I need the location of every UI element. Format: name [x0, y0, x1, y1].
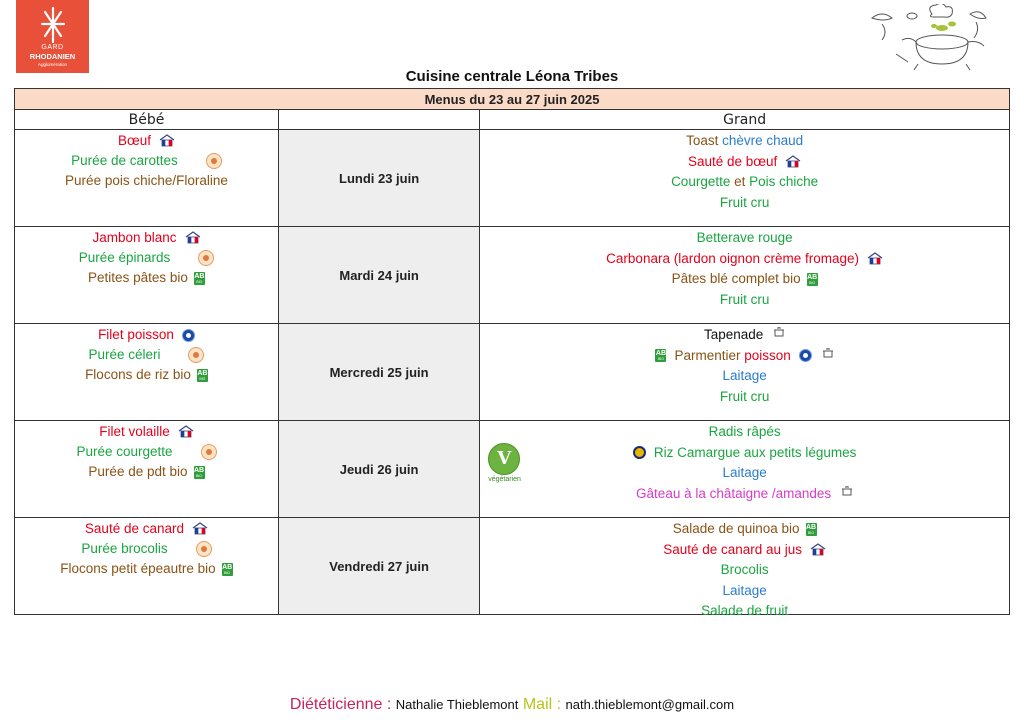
grand-menu-item [480, 423, 1009, 441]
grand-menu-cell [480, 518, 1010, 618]
ab-bio-icon: AB BIO [193, 466, 205, 478]
grand-menu-item [480, 132, 1009, 150]
dish-name-part: Laitage [722, 582, 767, 598]
grand-menu-cell [480, 324, 1010, 421]
dish-name-part: Tapenade [703, 327, 764, 342]
dish-name-part: Pois chiche [749, 174, 819, 189]
grand-menu-item [480, 229, 1009, 247]
bbc-icon [178, 425, 194, 439]
baby-menu-item [15, 132, 278, 150]
grand-menu-item [480, 270, 1009, 288]
baby-menu-item [15, 326, 278, 344]
dish-name: Flocons de riz bio [85, 367, 191, 382]
leaf-v-icon: V [488, 443, 520, 475]
grand-menu-cell [480, 130, 1010, 227]
day-row [15, 518, 1010, 615]
grand-menu-item [480, 444, 1009, 462]
dish-name-part: Salade de quinoa bio [672, 521, 800, 536]
column-header-baby: Bébé [15, 110, 279, 130]
dish-name-part: Brocolis [720, 562, 769, 577]
baby-menu-item [15, 560, 278, 578]
bbc-icon [867, 252, 883, 266]
baby-menu-cell [15, 227, 279, 324]
dish-name: Flocons petit épeautre bio [60, 561, 216, 576]
grand-menu-cell [480, 227, 1010, 324]
dish-name-part: Riz Camargue aux petits légumes [653, 444, 857, 460]
dish-name: Purée brocolis [81, 541, 168, 556]
dish-name-part: Carbonara (lardon oignon crème fromage) [606, 250, 860, 266]
bbc-icon [159, 134, 175, 148]
grand-menu-item [480, 388, 1009, 406]
dish-name-part: Laitage [722, 368, 767, 383]
menu-table [14, 88, 1010, 618]
grand-menu-item [480, 326, 1009, 344]
baby-menu-item [15, 443, 278, 461]
msc-fish-icon [799, 349, 812, 362]
utensils-icon [40, 6, 66, 44]
fait-maison-icon [198, 250, 214, 266]
msc-fish-icon [182, 329, 195, 342]
column-header-row [15, 110, 1010, 130]
baby-menu-item [15, 346, 278, 364]
baby-menu-item [15, 540, 278, 558]
dish-name: Purée de carottes [71, 153, 178, 168]
dietitian-name: Nathalie Thieblemont [395, 697, 519, 712]
fait-maison-icon [188, 347, 204, 363]
baby-menu-item [15, 366, 278, 384]
dish-name-part: Courgette [671, 174, 731, 189]
dish-name-part: chèvre chaud [722, 133, 804, 148]
grand-menu-item [480, 582, 1009, 600]
footer-contact [0, 696, 1024, 714]
grand-menu-item [480, 291, 1009, 309]
baby-menu-cell [15, 421, 279, 518]
ab-bio-icon: AB BIO [655, 350, 667, 362]
grand-menu-item [480, 250, 1009, 268]
grand-menu-item [480, 602, 1009, 620]
day-row [15, 130, 1010, 227]
ab-bio-icon: AB BIO [197, 369, 208, 381]
day-row [15, 324, 1010, 421]
bbc-icon [810, 543, 826, 557]
grand-menu-item [480, 561, 1009, 579]
dish-name: Sauté de canard [84, 521, 184, 536]
dietitian-email: nath.thieblemont@gmail.com [565, 697, 735, 712]
grand-menu-item [480, 367, 1009, 385]
dish-name-part: et [730, 174, 750, 189]
dish-name-part: Radis râpés [708, 424, 781, 439]
grand-menu-cell [480, 421, 1010, 518]
fait-maison-pot-icon [822, 347, 834, 365]
baby-menu-item [15, 152, 278, 170]
bbc-icon [192, 522, 208, 536]
dish-name: Purée courgette [76, 444, 173, 459]
column-header-day [278, 110, 479, 130]
grand-menu-item [480, 153, 1009, 171]
fait-maison-pot-icon [773, 326, 785, 344]
fait-maison-pot-icon [841, 485, 853, 503]
day-label: Mardi 24 juin [278, 227, 479, 324]
day-label: Jeudi 26 juin [278, 421, 479, 518]
grand-menu-item [480, 194, 1009, 212]
chef-cooking-illustration [862, 4, 994, 76]
baby-menu-item [15, 229, 278, 247]
baby-menu-cell [15, 518, 279, 615]
dish-name: Jambon blanc [92, 230, 177, 245]
ab-bio-icon: AB BIO [805, 523, 817, 535]
day-label: Mercredi 25 juin [278, 324, 479, 421]
dish-name-part: Betterave rouge [696, 230, 793, 245]
dish-name-part: Sauté de canard au jus [663, 541, 803, 557]
dish-name: Filet poisson [98, 327, 174, 342]
ab-bio-icon: AB BIO [807, 273, 818, 285]
mail-label: Mail : [518, 696, 566, 713]
dish-name-part: Fruit cru [719, 388, 770, 404]
baby-menu-cell [15, 130, 279, 227]
dish-name-part: Toast [686, 133, 723, 148]
page-title: Cuisine centrale Léona Tribes [405, 68, 619, 85]
dish-name-part: Sauté de bœuf [687, 153, 778, 169]
baby-menu-item [15, 520, 278, 538]
column-header-grand: Grand [480, 110, 1010, 130]
grand-menu-item [480, 485, 1009, 503]
day-row [15, 227, 1010, 324]
grand-menu-item [480, 541, 1009, 559]
logo-line-1: GARD [41, 44, 64, 51]
igp-icon [633, 446, 646, 459]
baby-menu-item [15, 172, 278, 190]
baby-menu-item [15, 423, 278, 441]
fait-maison-icon [206, 153, 222, 169]
dish-name-part: Fruit cru [719, 194, 770, 210]
fait-maison-icon [201, 444, 217, 460]
dish-name-part: Gâteau à la châtaigne /amandes [636, 485, 832, 501]
dish-name-part: Salade de fruit [701, 603, 789, 618]
baby-menu-item [15, 463, 278, 481]
gard-rhodanien-logo [16, 0, 89, 73]
dish-name-part: Fruit cru [719, 291, 770, 307]
dish-name: Bœuf [117, 133, 151, 148]
dish-name: Filet volaille [99, 424, 170, 439]
day-label: Vendredi 27 juin [278, 518, 479, 615]
logo-line-2: RHODANIEN [29, 52, 76, 61]
dish-name-part: Parmentier [674, 347, 745, 363]
baby-menu-item [15, 249, 278, 267]
ab-bio-icon: AB BIO [194, 272, 205, 284]
period-row [15, 89, 1010, 110]
grand-menu-item [480, 520, 1009, 538]
bbc-icon [785, 155, 801, 169]
grand-menu-item [480, 464, 1009, 482]
dish-name: Purée céleri [88, 347, 161, 362]
fait-maison-icon [196, 541, 212, 557]
dietitian-label: Diététicienne : [289, 696, 396, 713]
baby-menu-cell [15, 324, 279, 421]
dish-name-part: Laitage [722, 465, 767, 480]
dish-name: Purée pois chiche/Floraline [65, 173, 228, 188]
dish-name: Petites pâtes bio [88, 270, 188, 285]
menu-period: Menus du 23 au 27 juin 2025 [15, 89, 1010, 110]
dish-name-part: poisson [744, 347, 791, 363]
grand-menu-item [480, 173, 1009, 191]
logo-line-3: Agglomération [37, 62, 68, 67]
dish-name: Purée épinards [78, 250, 171, 265]
dish-name: Purée de pdt bio [88, 464, 188, 479]
vegetarian-label: végétarien [488, 476, 521, 483]
bbc-icon [185, 231, 201, 245]
day-row [15, 421, 1010, 518]
day-label: Lundi 23 juin [278, 130, 479, 227]
dish-name-part: Pâtes blé complet bio [671, 271, 801, 286]
baby-menu-item [15, 269, 278, 287]
grand-menu-item [480, 347, 1009, 365]
ab-bio-icon: AB BIO [222, 563, 233, 575]
